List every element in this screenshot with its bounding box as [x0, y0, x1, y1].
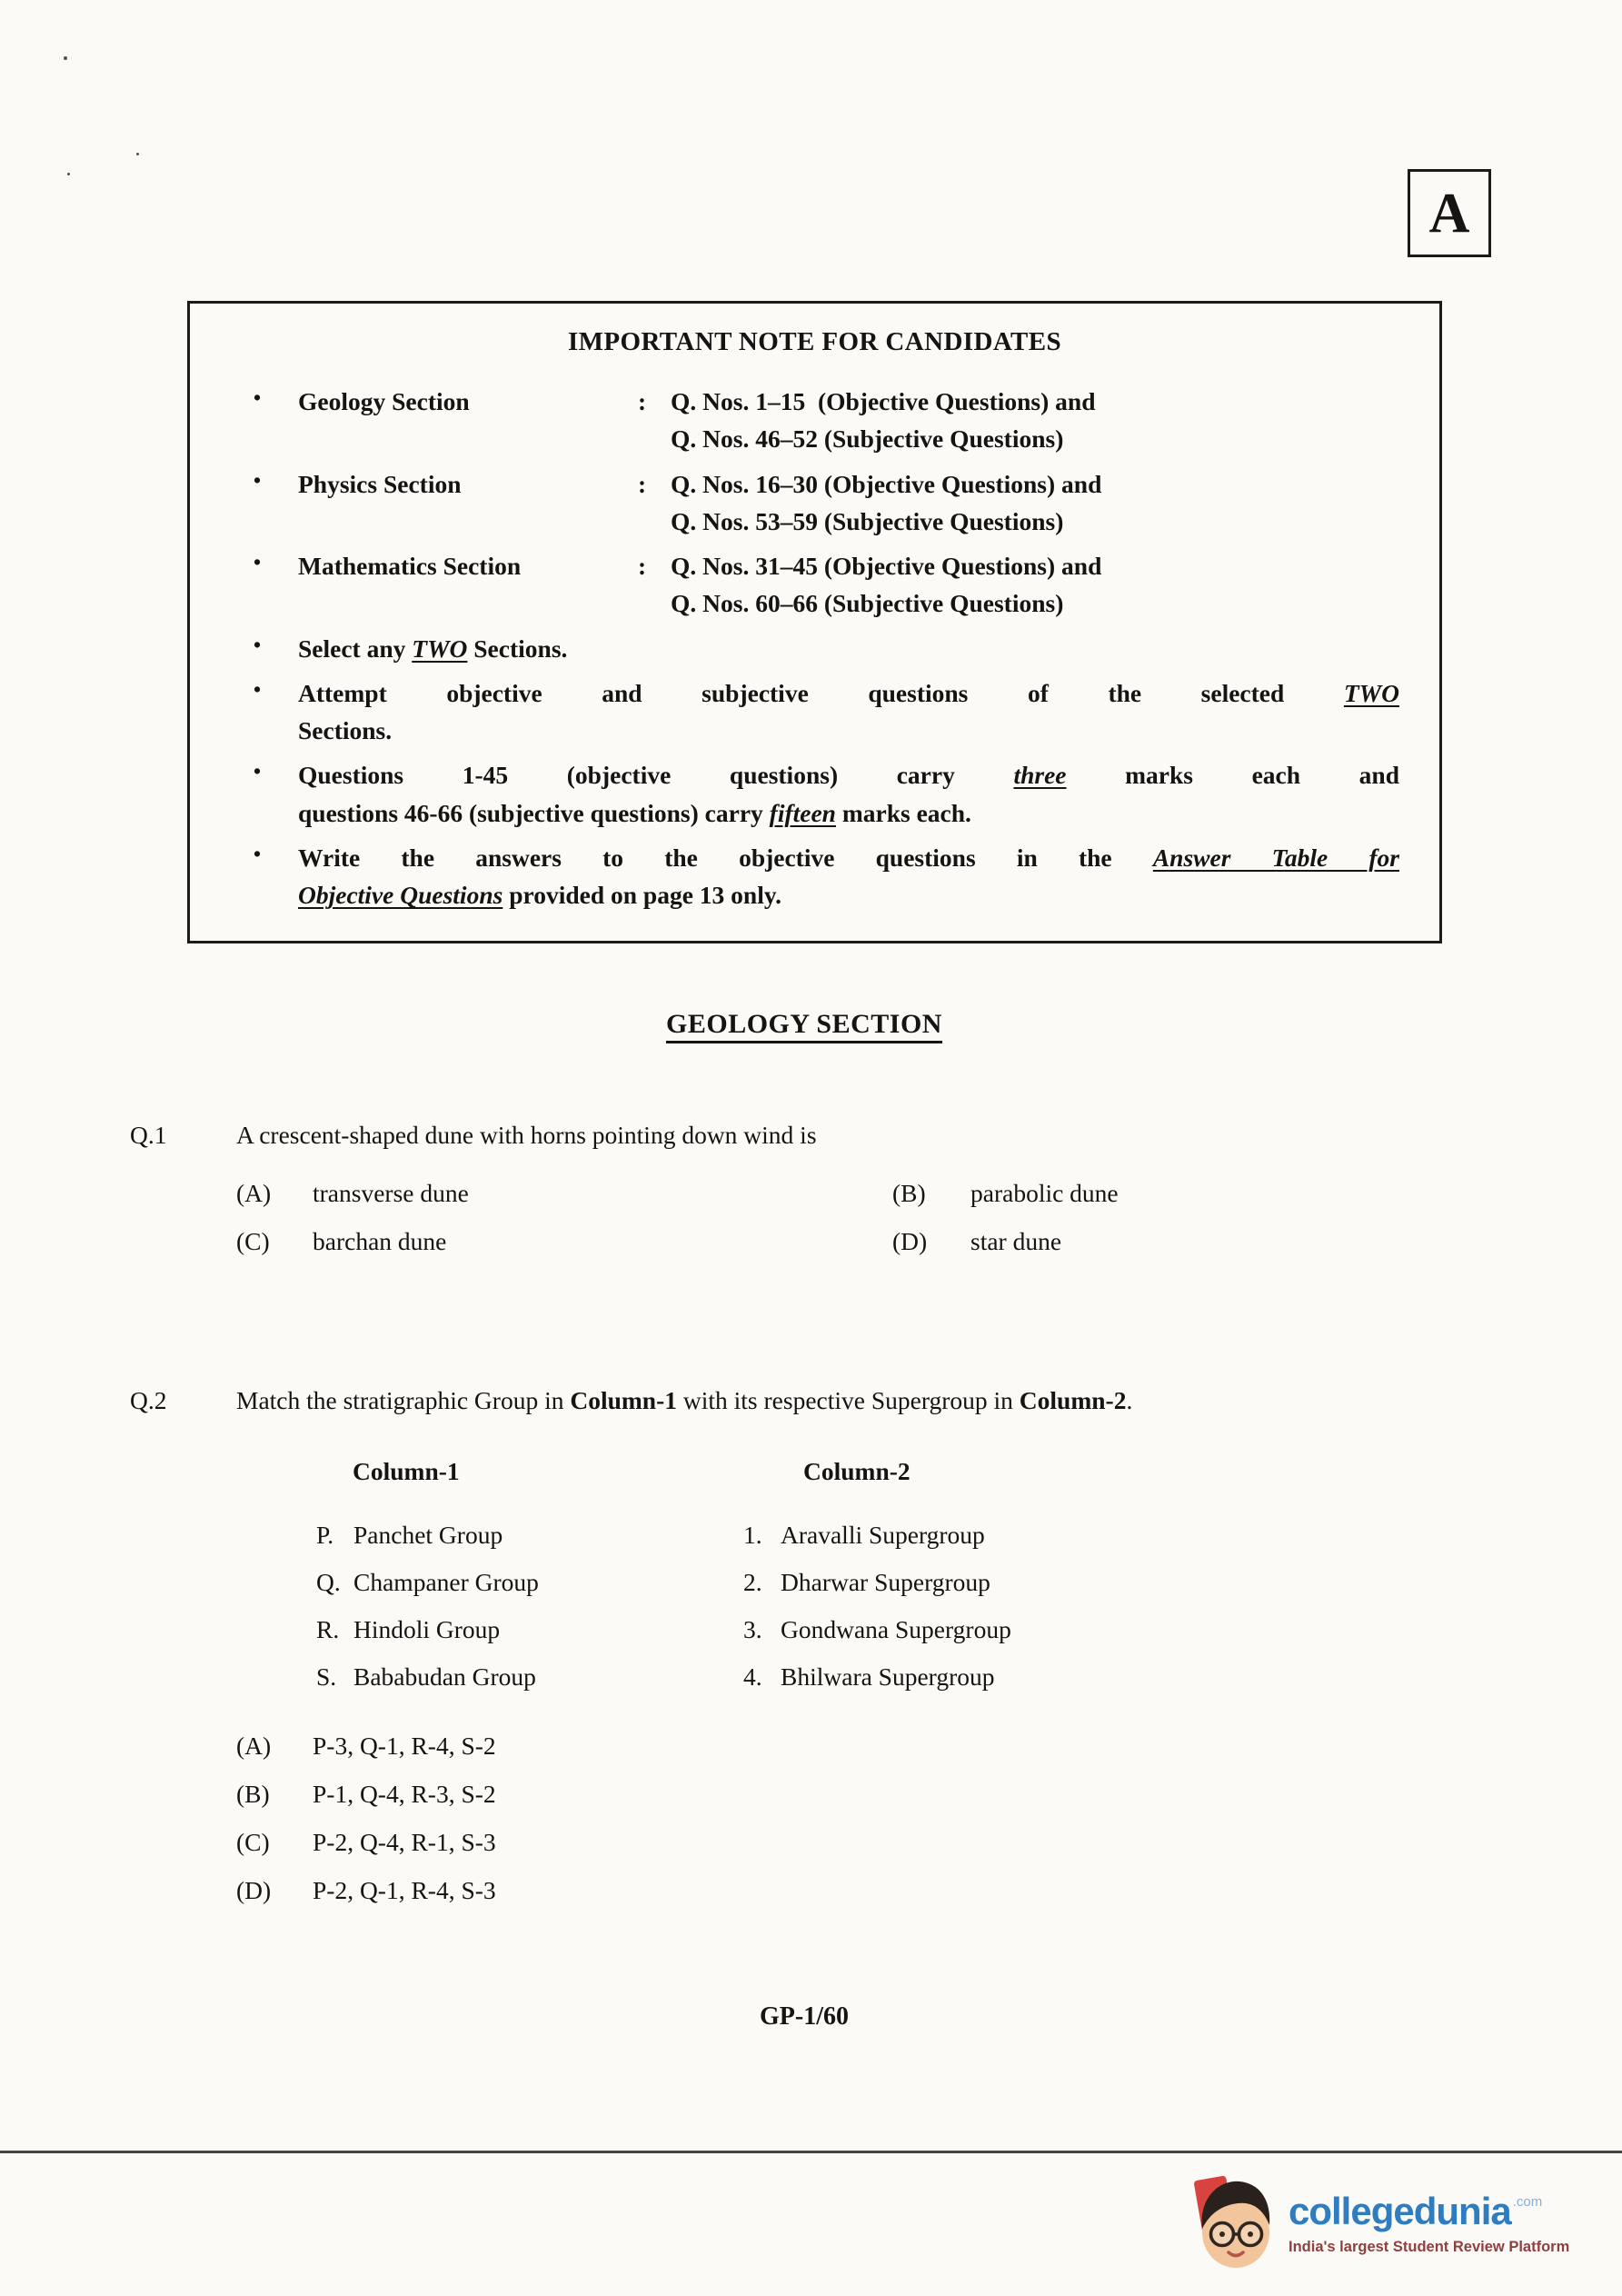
- option-label: (D): [236, 1876, 272, 1904]
- section-line: Q. Nos. 53–59 (Subjective Questions): [671, 506, 1064, 535]
- answer-option-row: [236, 1818, 496, 1866]
- option-text: star dune: [970, 1226, 1062, 1255]
- note-section-row-geology: [230, 383, 1399, 458]
- answer-option-row: [236, 1722, 496, 1770]
- question-text-segment: with its respective Supergroup in: [677, 1386, 1020, 1414]
- option-text: P-1, Q-4, R-3, S-2: [313, 1780, 496, 1808]
- rule-line: [298, 712, 1399, 749]
- section-colon: :: [638, 552, 647, 580]
- option-label: (B): [236, 1780, 270, 1808]
- rule-line: [298, 630, 1399, 667]
- match-item-key: 2.: [743, 1568, 762, 1596]
- note-list: [230, 383, 1399, 913]
- booklet-code-letter: A: [1428, 182, 1470, 245]
- emphasized-term: three: [1013, 761, 1067, 790]
- collegedunia-brand: [1187, 2172, 1569, 2276]
- geology-section-title-text: GEOLOGY SECTION: [666, 1009, 942, 1043]
- scan-speck: [136, 153, 139, 155]
- match-item-text: Gondwana Supergroup: [781, 1615, 1011, 1643]
- match-item: [316, 1559, 539, 1606]
- page-code: GP-1/60: [760, 2002, 849, 2031]
- column-2-ref: Column-2: [1019, 1386, 1127, 1414]
- section-colon: :: [638, 387, 647, 415]
- match-item-key: 1.: [743, 1521, 762, 1549]
- section-label: Physics Section: [298, 469, 462, 498]
- rule-text: [298, 756, 1399, 832]
- bullet-icon: •: [254, 760, 262, 784]
- rule-text-segment: Write the answers to the objective questions in the: [298, 843, 1153, 872]
- section-line: Q. Nos. 16–30 (Objective Questions) and: [671, 469, 1102, 498]
- option-text: P-2, Q-1, R-4, S-3: [313, 1876, 496, 1904]
- option-text: barchan dune: [313, 1226, 447, 1255]
- emphasized-term: fifteen: [769, 798, 836, 827]
- brand-text-block: [1289, 2172, 1569, 2276]
- option-text: parabolic dune: [970, 1179, 1119, 1207]
- match-item-key: P.: [316, 1521, 334, 1549]
- option-label: (C): [236, 1226, 270, 1255]
- match-item-key: S.: [316, 1662, 337, 1691]
- rule-text-segment: marks each.: [835, 798, 971, 827]
- match-column-2-list: [743, 1512, 1011, 1701]
- match-item: [743, 1559, 1011, 1606]
- match-item: [743, 1512, 1011, 1559]
- rule-text-segment: Sections.: [298, 716, 393, 744]
- match-item-key: 4.: [743, 1662, 762, 1691]
- match-item: [316, 1606, 539, 1653]
- rule-text: [298, 674, 1399, 750]
- brand-name: collegedunia: [1289, 2190, 1511, 2232]
- question-text-segment: Match the stratigraphic Group in: [236, 1386, 571, 1414]
- question-2-options: [236, 1722, 496, 1914]
- option-label: (D): [892, 1226, 928, 1255]
- match-column-1-header: Column-1: [353, 1457, 460, 1485]
- question-number: Q.2: [130, 1386, 167, 1414]
- rule-line: [298, 794, 1399, 832]
- match-column-1-list: [316, 1512, 539, 1701]
- question-text-segment: .: [1126, 1386, 1133, 1414]
- bullet-icon: •: [254, 386, 262, 409]
- bullet-icon: •: [254, 551, 262, 574]
- brand-domain-suffix: .com: [1512, 2194, 1543, 2210]
- emphasized-term: Answer Table for: [1152, 843, 1399, 872]
- rule-text-segment: Sections.: [467, 634, 568, 663]
- match-item-key: R.: [316, 1615, 340, 1643]
- geology-section-title: [0, 1009, 1608, 1040]
- note-rule-answer-table: [230, 839, 1399, 914]
- bullet-icon: •: [254, 468, 262, 492]
- rule-line: [298, 674, 1399, 712]
- question-1-options: [236, 1176, 1119, 1259]
- important-note-box: [187, 301, 1442, 943]
- answer-option-row: [236, 1866, 496, 1914]
- match-item: [743, 1606, 1011, 1653]
- match-item-text: Dharwar Supergroup: [781, 1568, 990, 1596]
- match-item-key: 3.: [743, 1615, 762, 1643]
- rule-text-segment: Select any: [298, 634, 413, 663]
- option-label: (B): [892, 1179, 926, 1207]
- match-item-key: Q.: [316, 1568, 341, 1596]
- brand-name-row: [1289, 2192, 1569, 2231]
- option-label: (A): [236, 1179, 272, 1207]
- match-item: [316, 1512, 539, 1559]
- answer-option-row: [236, 1770, 496, 1818]
- rule-line: [298, 756, 1399, 794]
- scan-speck: [64, 56, 67, 60]
- rule-line: [298, 876, 1399, 913]
- rule-text-segment: marks each and: [1066, 761, 1400, 790]
- match-item-text: Bhilwara Supergroup: [781, 1662, 995, 1691]
- match-item-text: Hindoli Group: [353, 1615, 501, 1643]
- rule-line: [298, 839, 1399, 876]
- rule-text-segment: provided on page 13 only.: [503, 881, 781, 909]
- section-label: Geology Section: [298, 387, 470, 415]
- brand-tagline: India's largest Student Review Platform: [1289, 2239, 1570, 2255]
- section-label: Mathematics Section: [298, 552, 522, 580]
- match-item-text: Aravalli Supergroup: [781, 1521, 985, 1549]
- emphasized-term: TWO: [1343, 678, 1399, 707]
- option-text: P-2, Q-4, R-1, S-3: [313, 1828, 496, 1856]
- column-1-ref: Column-1: [570, 1386, 677, 1414]
- bottom-divider-line: [0, 2151, 1622, 2153]
- match-item-text: Champaner Group: [353, 1568, 539, 1596]
- bullet-icon: •: [254, 633, 262, 656]
- rule-text-segment: questions 46-66 (subjective questions) carry: [298, 798, 770, 827]
- note-section-row-physics: [230, 465, 1399, 541]
- section-line: Q. Nos. 60–66 (Subjective Questions): [671, 589, 1064, 618]
- rule-text-segment: Questions 1-45 (objective questions) carry: [298, 761, 1014, 790]
- option-label: (C): [236, 1828, 270, 1856]
- match-item-text: Bababudan Group: [353, 1662, 536, 1691]
- note-rule-marks: [230, 756, 1399, 832]
- section-lines: [671, 465, 1399, 541]
- scan-speck: [67, 173, 70, 175]
- question-1: [130, 1118, 1457, 1153]
- note-rule-select: [230, 630, 1399, 667]
- section-colon: :: [638, 469, 647, 498]
- question-text: [236, 1383, 1132, 1419]
- note-section-row-mathematics: [230, 547, 1399, 623]
- section-lines: [671, 383, 1399, 458]
- emphasized-term: TWO: [412, 634, 468, 663]
- bullet-icon: •: [254, 842, 262, 865]
- section-line: Q. Nos. 1–15 (Objective Questions) and: [671, 387, 1096, 415]
- question-text: A crescent-shaped dune with horns pointing down wind is: [236, 1121, 817, 1149]
- section-lines: [671, 547, 1399, 623]
- question-2: [130, 1383, 1502, 1419]
- match-item-text: Panchet Group: [353, 1521, 503, 1549]
- booklet-code-box: [1408, 169, 1491, 257]
- rule-text: [298, 630, 1399, 667]
- rule-text-segment: Attempt objective and subjective questions of the selected: [298, 678, 1344, 707]
- option-label: (A): [236, 1732, 272, 1760]
- emphasized-term: Objective Questions: [298, 881, 503, 909]
- match-item: [316, 1653, 539, 1701]
- note-rule-attempt: [230, 674, 1399, 750]
- match-column-2-header: Column-2: [803, 1457, 911, 1485]
- section-line: Q. Nos. 46–52 (Subjective Questions): [671, 424, 1064, 454]
- bullet-icon: •: [254, 677, 262, 701]
- option-text: transverse dune: [313, 1179, 469, 1207]
- match-item: [743, 1653, 1011, 1701]
- collegedunia-mascot-icon: [1187, 2172, 1281, 2276]
- section-line: Q. Nos. 31–45 (Objective Questions) and: [671, 552, 1102, 580]
- question-number: Q.1: [130, 1121, 167, 1149]
- rule-text: [298, 839, 1399, 914]
- option-text: P-3, Q-1, R-4, S-2: [313, 1732, 496, 1760]
- note-title: IMPORTANT NOTE FOR CANDIDATES: [567, 327, 1062, 356]
